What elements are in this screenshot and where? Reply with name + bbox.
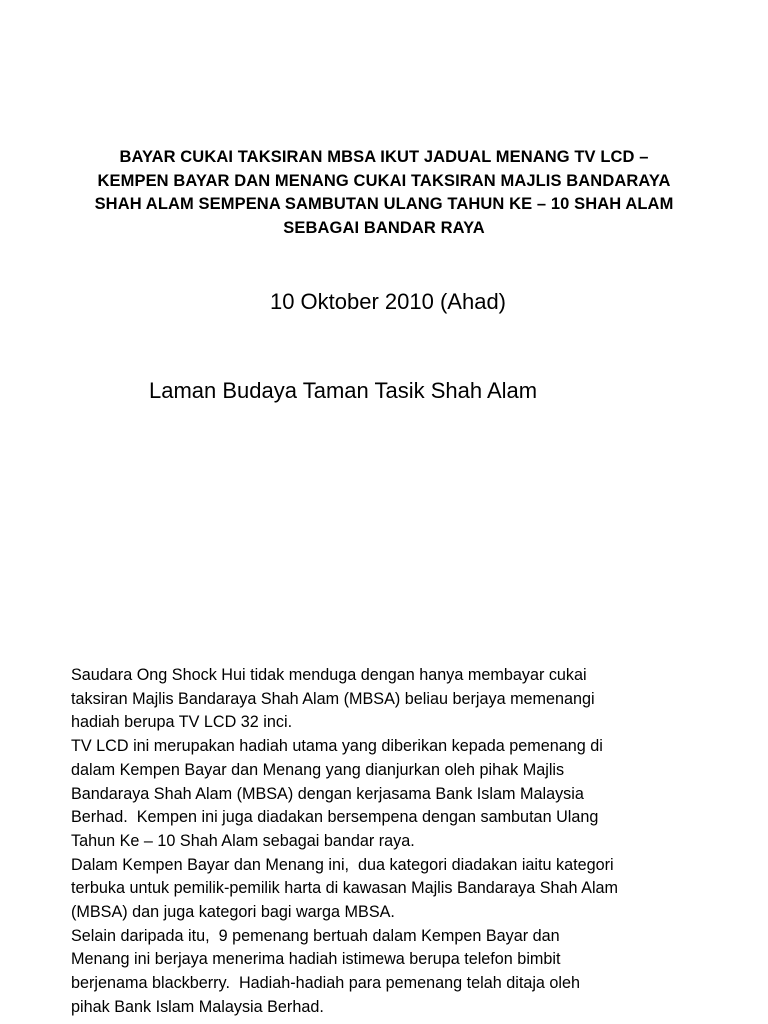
body-line: Tahun Ke – 10 Shah Alam sebagai bandar raya. (71, 831, 415, 850)
body-line: (MBSA) dan juga kategori bagi warga MBSA. (71, 903, 395, 922)
body-line: TV LCD ini merupakan hadiah utama yang diberikan kepada pemenang di (71, 737, 603, 756)
headline-line: BAYAR CUKAI TAKSIRAN MBSA IKUT JADUAL MENANG TV LCD – (119, 148, 649, 166)
body-line: Menang ini berjaya menerima hadiah istimewa berupa telefon bimbit (71, 950, 561, 969)
body-line: Bandaraya Shah Alam (MBSA) dengan kerjasama Bank Islam Malaysia (71, 784, 584, 803)
body-line: Saudara Ong Shock Hui tidak menduga dengan hanya membayar cukai (71, 666, 587, 684)
body-line: Berhad. Kempen ini juga diadakan bersempena dengan sambutan Ulang (71, 808, 599, 827)
headline-line: SEBAGAI BANDAR RAYA (283, 218, 485, 237)
body-line: terbuka untuk pemilik-pemilik harta di kawasan Majlis Bandaraya Shah Alam (71, 879, 619, 898)
event-venue: Laman Budaya Taman Tasik Shah Alam (149, 378, 538, 403)
body-line: hadiah berupa TV LCD 32 inci. (71, 713, 293, 732)
body-line: Selain daripada itu, 9 pemenang bertuah dalam Kempen Bayar dan (71, 926, 560, 945)
body-line: taksiran Majlis Bandaraya Shah Alam (MBSA) beliau berjaya memenangi (71, 689, 595, 708)
headline-line: KEMPEN BAYAR DAN MENANG CUKAI TAKSIRAN MAJLIS BANDARAYA (97, 171, 671, 190)
body-line: pihak Bank Islam Malaysia Berhad. (71, 997, 324, 1016)
body-line: dalam Kempen Bayar dan Menang yang dianjurkan oleh pihak Majlis (71, 760, 565, 779)
document-headline (20, 146, 748, 240)
event-date: 10 Oktober 2010 (Ahad) (269, 289, 507, 314)
body-line: berjenama blackberry. Hadiah-hadiah para pemenang telah ditaja oleh (71, 974, 581, 993)
article-body (71, 664, 751, 1020)
headline-line: SHAH ALAM SEMPENA SAMBUTAN ULANG TAHUN KE – 10 SHAH ALAM (94, 195, 674, 213)
body-line: Dalam Kempen Bayar dan Menang ini, dua kategori diadakan iaitu kategori (71, 855, 614, 874)
